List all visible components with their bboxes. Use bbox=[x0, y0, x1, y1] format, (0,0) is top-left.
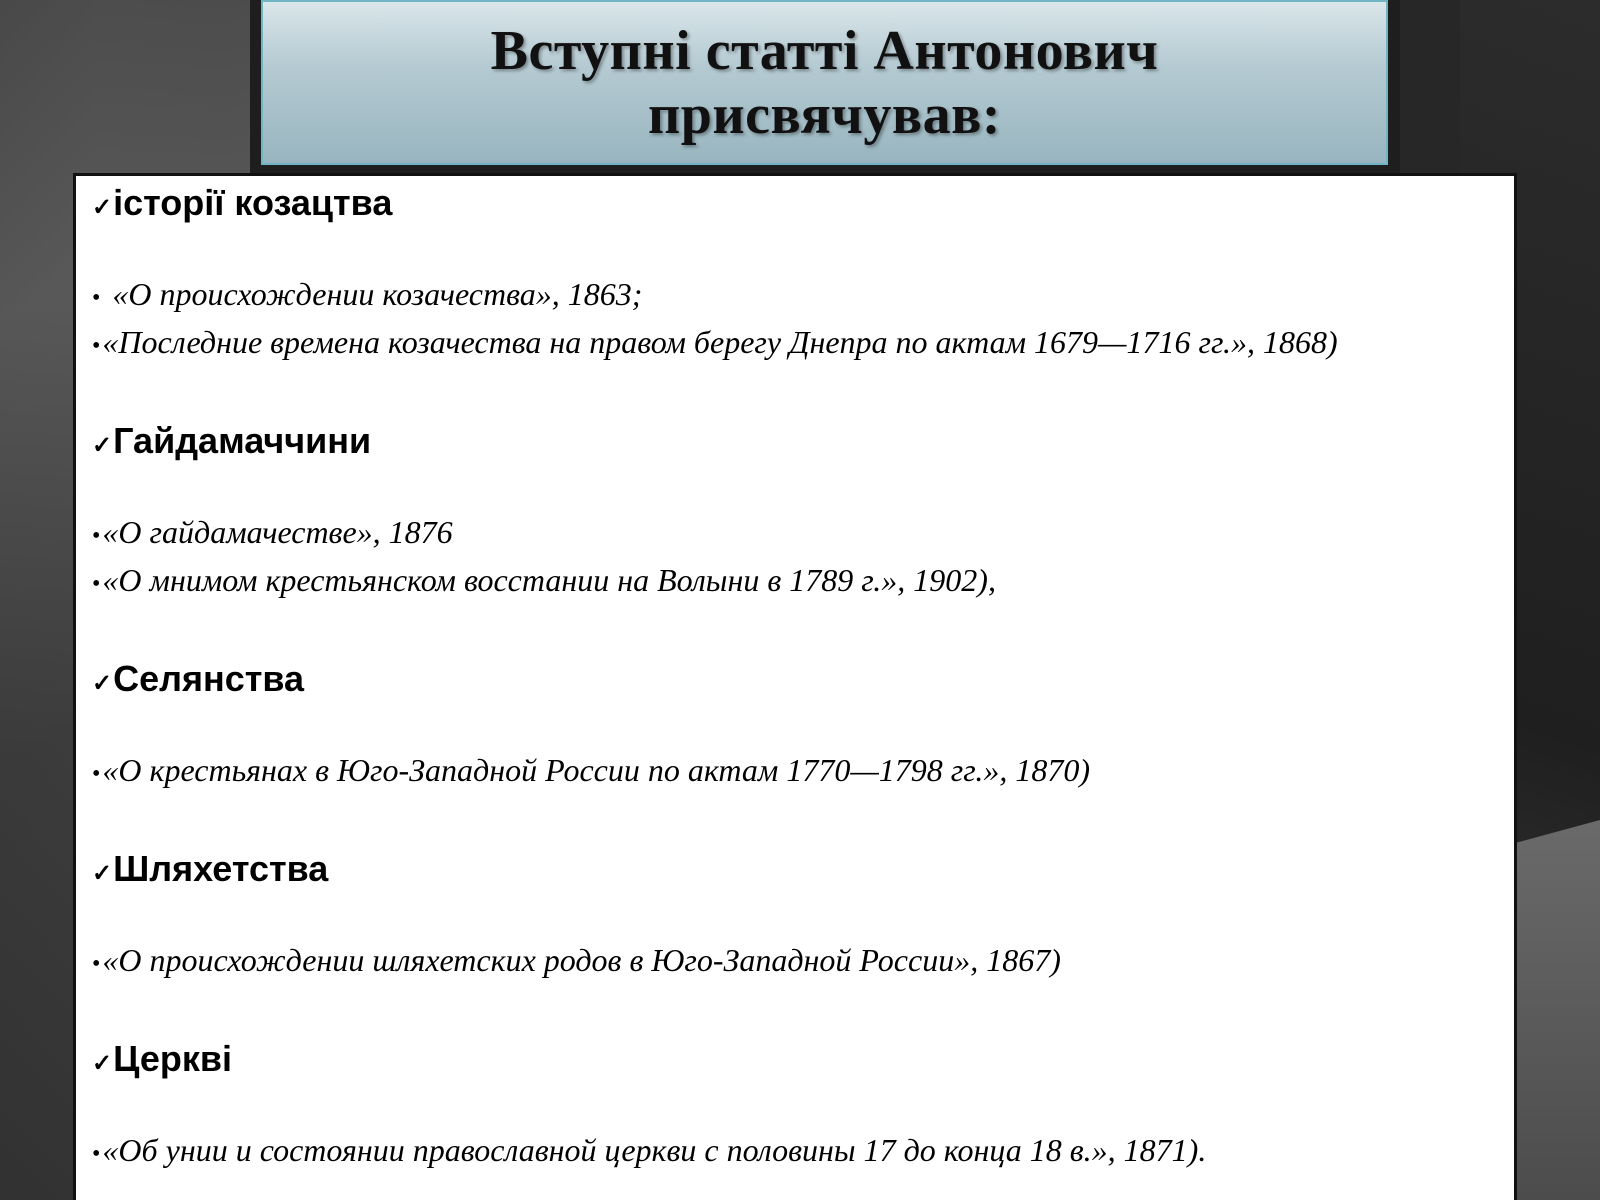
list-item bbox=[92, 324, 1498, 372]
section-heading-cossacks bbox=[92, 182, 1498, 230]
list-item bbox=[92, 1132, 1498, 1180]
section-heading-text: історії козацтва bbox=[113, 182, 393, 223]
content-panel bbox=[73, 173, 1517, 1200]
list-item bbox=[92, 276, 1498, 324]
bullet-icon: • bbox=[92, 333, 101, 359]
checkmark-icon: ✓ bbox=[92, 194, 113, 221]
list-item-text: «О крестьянах в Юго-Западной России по актам 1770—1798 гг.», 1870) bbox=[102, 752, 1090, 788]
list-item bbox=[92, 752, 1498, 800]
checkmark-icon: ✓ bbox=[92, 1050, 113, 1077]
list-item bbox=[92, 942, 1498, 990]
checkmark-icon: ✓ bbox=[92, 432, 113, 459]
bullet-icon: • bbox=[92, 285, 101, 311]
bullet-icon: • bbox=[92, 951, 101, 977]
list-item-text: «О мнимом крестьянском восстании на Волыни в 1789 г.», 1902), bbox=[102, 562, 996, 598]
slide-title-line-2: присвячував: bbox=[647, 83, 1002, 146]
list-item bbox=[92, 562, 1498, 610]
bullet-icon: • bbox=[92, 523, 101, 549]
bullet-icon: • bbox=[92, 571, 101, 597]
list-item-text: «Об унии и состоянии православной церкви с половины 17 до конца 18 в.», 1871). bbox=[102, 1132, 1207, 1168]
checkmark-icon: ✓ bbox=[92, 860, 113, 887]
bullet-icon: • bbox=[92, 761, 101, 787]
slide-title-box bbox=[261, 0, 1388, 165]
section-heading-text: Селянства bbox=[113, 658, 305, 699]
section-heading-text: Гайдамаччини bbox=[113, 420, 372, 461]
section-heading-haidamaky bbox=[92, 420, 1498, 468]
bullet-icon: • bbox=[92, 1141, 101, 1167]
section-heading-nobility bbox=[92, 848, 1498, 896]
list-item-text: «Последние времена козачества на правом берегу Днепра по актам 1679—1716 гг.», 1868) bbox=[102, 324, 1338, 360]
section-heading-peasantry bbox=[92, 658, 1498, 706]
content-list bbox=[92, 182, 1498, 1180]
slide-title bbox=[445, 19, 1205, 147]
list-item-text: «О происхождении козачества», 1863; bbox=[112, 276, 643, 312]
section-heading-text: Церкві bbox=[113, 1038, 233, 1079]
checkmark-icon: ✓ bbox=[92, 670, 113, 697]
section-heading-text: Шляхетства bbox=[113, 848, 329, 889]
list-item bbox=[92, 514, 1498, 562]
list-item-text: «О гайдамачестве», 1876 bbox=[102, 514, 453, 550]
slide-title-line-1: Вступні статті Антонович bbox=[490, 19, 1159, 82]
list-item-text: «О происхождении шляхетских родов в Юго-Западной России», 1867) bbox=[102, 942, 1061, 978]
section-heading-church bbox=[92, 1038, 1498, 1086]
